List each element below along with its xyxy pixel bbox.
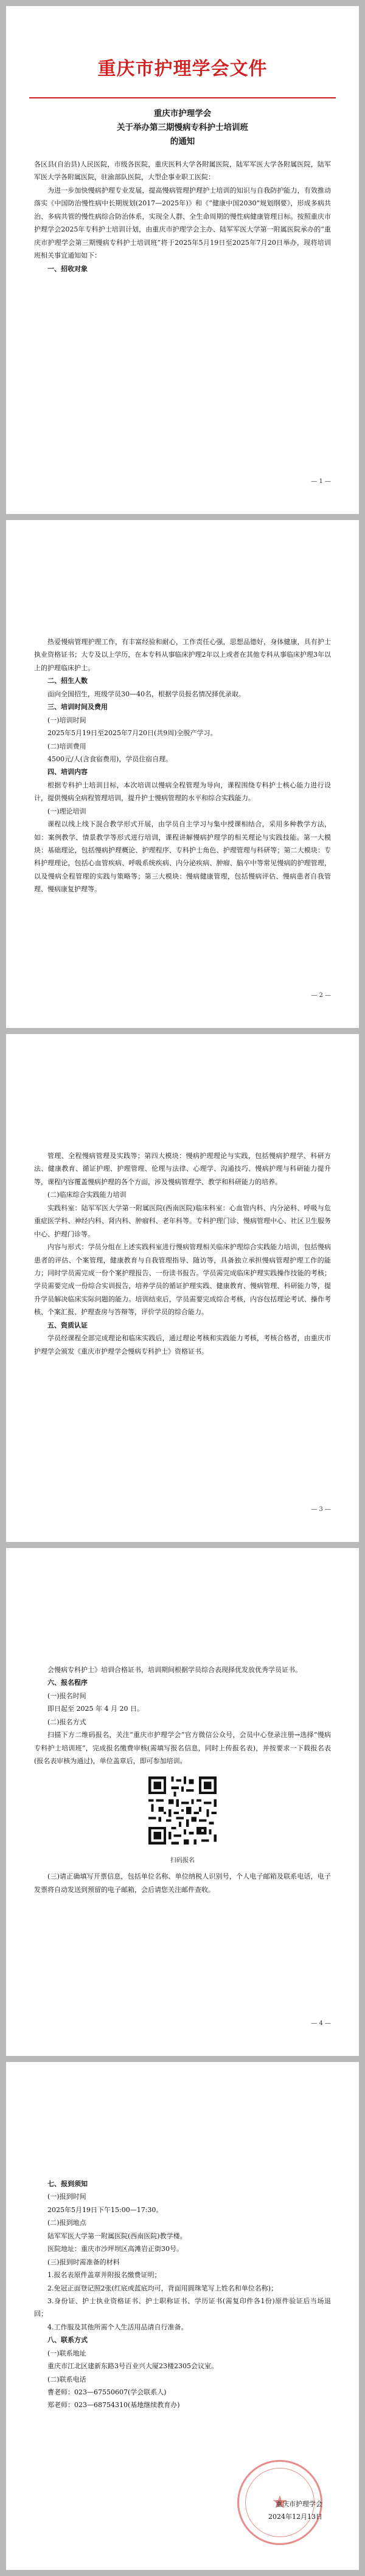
subsection-heading: (二)报名方式 (47, 1718, 86, 1726)
section-heading: 七、报到须知 (47, 2180, 88, 2188)
header-title: 重庆市护理学会文件 (97, 58, 268, 80)
page-4-body (34, 1663, 331, 1896)
subsection-heading: (一)理论培训 (47, 807, 86, 815)
page-5-body (34, 2177, 331, 2412)
page-3 (6, 1034, 359, 1542)
paragraph: 重庆市江北区建新东路3号百业兴大厦23楼2305会议室。 (47, 2362, 218, 2371)
subsection-heading: (二)联系电话 (47, 2375, 86, 2383)
page-5 (6, 2062, 359, 2570)
contact-line: 曹老师：023—67550607(学会联系人) (47, 2388, 167, 2396)
doc-title (6, 107, 359, 149)
subsection-heading: (一)报到时间 (47, 2193, 86, 2201)
qr-code-wrap (34, 1774, 331, 1851)
paragraph: 课程以线上线下混合教学形式开展，由学员自主学习与集中授课相结合，采用多种教学方法，如：案例教学、情景教学等形式进行培训，课程讲解慢病护理学的相关理论与实践技能。第一大模块：基础理论，包括慢病护理概论、护理程序、专科护士角色、护理管理与科研等；第二大模块：专科护理理论，包括心血管疾病、呼吸系统疾病、内分泌疾病、肿瘤、脑卒中等常见慢病的护理管理，以及慢病全程管理的实践与策略等；第三大模块：慢病健康管理，包括慢病评估、慢病患者自我管理、慢病康复护理等。 (34, 820, 331, 894)
page-number: — 3 — (311, 1506, 331, 1513)
seal-star-icon: ★ (271, 2492, 288, 2513)
page-number: — 1 — (311, 478, 331, 485)
paragraph: 内容与形式：学员分组在上述实践科室进行慢病管理相关临床护理综合实践能力培训，包括慢病患者的评估、个案管理，健康教育与自我管理指导、随访等，具备独立承担慢病管理护理工作的能力；同时学员需完成一份个案护理报告、一份读书报告。学员需完成临床护理实践操作技能的考核；学员需要完成一份综合实训报告，培养学员的循证护理实践、健康教育、慢病管理、科研能力等，提升学员解决临床实际问题的能力。培训结束后，学员需要完成综合考核，内容包括理论考试、操作考核、个案汇报、护理查房与答辩等，评价学员的综合能力。 (34, 1243, 331, 1317)
section-heading: 五、资质认证 (47, 1321, 88, 1329)
page-3-body (34, 1149, 331, 1358)
paragraph: 会慢病专科护士》培训合格证书，培训期间根据学员综合表现择优发放优秀学员证书。 (47, 1666, 302, 1674)
page-1 (6, 6, 359, 514)
subsection-heading: (二)培训费用 (47, 742, 86, 750)
paragraph: 为进一步加快慢病护理专业发展，提高慢病管理护理护士培训的知识与自我防护能力，有效推动落实《中国防治慢性病中长期规划(2017—2025年)》和《“健康中国2030”规划纲要》，形成多病共治、多病共管的慢性病综合防治体系，实现全人群、全生命周期的慢性病健康管理目标。按照重庆市护理学会2025年专科护士培训计划，由重庆市护理学会主办、陆军军医大学第一附属医院承办的“重庆市护理学会第三期慢病专科护士培训班”将于2025年5月19日至2025年7月20日举办，现将培训班相关事宜通知如下： (34, 186, 331, 260)
paragraph: 管理、全程慢病管理及实践等；第四大模块：慢病护理理论与实践，包括慢病护理学、科研方法、健康教育、循证护理、护理管理、伦理与法律、心理学、沟通技巧、慢病护理与科研能力提升等，课程内容覆盖慢病护理的各个方面，涉及慢病管理学、教学和科研能力的培养。 (34, 1152, 331, 1186)
section-heading: 二、招生人数 (47, 677, 88, 685)
paragraph: (三)请正确填写开票信息，包括单位名称、单位纳税人识别号，个人电子邮箱及联系电话，电子发票将自动发送到预留的电子邮箱，会后请您关注邮件查收。 (34, 1872, 331, 1894)
paragraph: 3.身份证、护士执业资格证书、护士职称证书、学历证书(需复印件各1份)原件验证后当场退回； (34, 2297, 331, 2318)
paragraph: 2025年5月19日至2025年7月20日(共9周)全脱产学习。 (47, 729, 217, 738)
paragraph: 实践科室：陆军军医大学第一附属医院(西南医院)临床科室：心血管内科、内分泌科、呼吸与危重症医学科、神经内科、肾内科、肿瘤科、老年科等。专科护理门诊、慢病管理中心、社区卫生服务中心、护理门诊等。 (34, 1204, 331, 1238)
doc-title-line-3: 的通知 (170, 136, 195, 146)
signing-date: 2024年12月13日 (268, 2512, 322, 2521)
subsection-heading: (一)培训时间 (47, 716, 86, 724)
page-2-body (34, 635, 331, 896)
subsection-heading: (三)报到时需准备的材料 (47, 2258, 120, 2266)
recipients: 各区县(自治县)人民医院，市级各医院，重庆医科大学各附属医院，陆军军医大学各附属医院，陆军军医大学各附属医院，驻渝部队医院，大型企事业职工医院： (34, 160, 331, 182)
doc-header (6, 53, 359, 80)
signing-organization: 重庆市护理学会 (276, 2500, 322, 2508)
page-4 (6, 1548, 359, 2056)
paragraph: 4500元/人(含食宿费用)，学员住宿自理。 (47, 755, 173, 763)
section-heading: 一、招收对象 (47, 264, 88, 273)
header-red-line (29, 97, 336, 98)
doc-title-line-1: 重庆市护理学会 (153, 109, 212, 118)
section-heading: 八、联系方式 (47, 2336, 88, 2345)
paragraph: 热爱慢病管理护理工作，有丰富经验和耐心，工作责任心强，思想品德好，身体健康，具有护士执业资格证书；大专及以上学历，在本专科从事临床护理2年以上或者在其他专科从事临床护理3年以上的护理临床护士。 (34, 638, 331, 672)
subsection-heading: (一)联系地址 (47, 2349, 86, 2357)
paragraph: 面向全国招生，班级学员30—40名，根据学员报名情况择优录取。 (47, 690, 245, 698)
qr-caption: 扫码报名 (170, 1857, 195, 1864)
section-heading: 三、培训时间及费用 (47, 703, 108, 711)
paragraph: 2025年5月19日下午15:00—17:30。 (47, 2205, 163, 2214)
qr-code-icon[interactable] (146, 1774, 219, 1847)
paragraph: 4.工作服及其他所需个人生活用品请自行准备。 (47, 2323, 188, 2331)
paragraph: 医院地址：重庆市沙坪坝区高滩岩正街30号。 (47, 2245, 183, 2253)
subsection-heading: (二)报到地点 (47, 2219, 86, 2227)
paragraph: 陆军军医大学第一附属医院(西南医院)教学楼。 (47, 2232, 187, 2240)
section-heading: 六、报名程序 (47, 1679, 88, 1687)
paragraph: 扫描下方二维码报名，关注“重庆市护理学会”官方微信公众号，会员中心登录注册→选择“慢病专科护士培训班”，完成报名缴费审核(需填写报名信息，同时上传报名表)，并按要求一下载报名表(报名表审核为通过)，单位盖章后，即可参加培训。 (34, 1731, 331, 1766)
doc-title-line-2: 关于举办第三期慢病专科护士培训班 (117, 122, 248, 132)
subsection-heading: (一)报名时间 (47, 1691, 86, 1700)
paragraph: 即日起至 2025 年 4 月 20 日。 (47, 1705, 144, 1713)
paragraph: 2.免冠正面登记照2张(红底或蓝底均可，背面用圆珠笔写上姓名和单位名称)； (47, 2284, 278, 2292)
page-2 (6, 520, 359, 1028)
signature-block (268, 2498, 322, 2524)
paragraph: 学员经课程全部完成理论和临床实践后，通过理论考核和实践能力考核，考核合格者，由重庆市护理学会颁发《重庆市护理学会慢病专科护士》资格证书。 (34, 1334, 331, 1355)
paragraph: 根据专科护士培训目标，本次培训以慢病全程管理为导向，课程围绕专科护士核心能力进行设计，提供慢病全病程管理培训，提升护士慢病管理的水平和综合实践能力。 (34, 781, 331, 803)
paragraph: 1.报名表原件盖章并附报名缴费证明； (47, 2271, 161, 2280)
page-number: — 4 — (311, 2020, 331, 2027)
page-1-body (34, 158, 331, 275)
section-heading: 四、培训内容 (47, 768, 88, 776)
contact-line: 郑老师：023—68754310(基地继续教育办) (47, 2401, 180, 2410)
page-number: — 2 — (311, 992, 331, 999)
subsection-heading: (二)临床综合实践能力培训 (47, 1191, 127, 1199)
